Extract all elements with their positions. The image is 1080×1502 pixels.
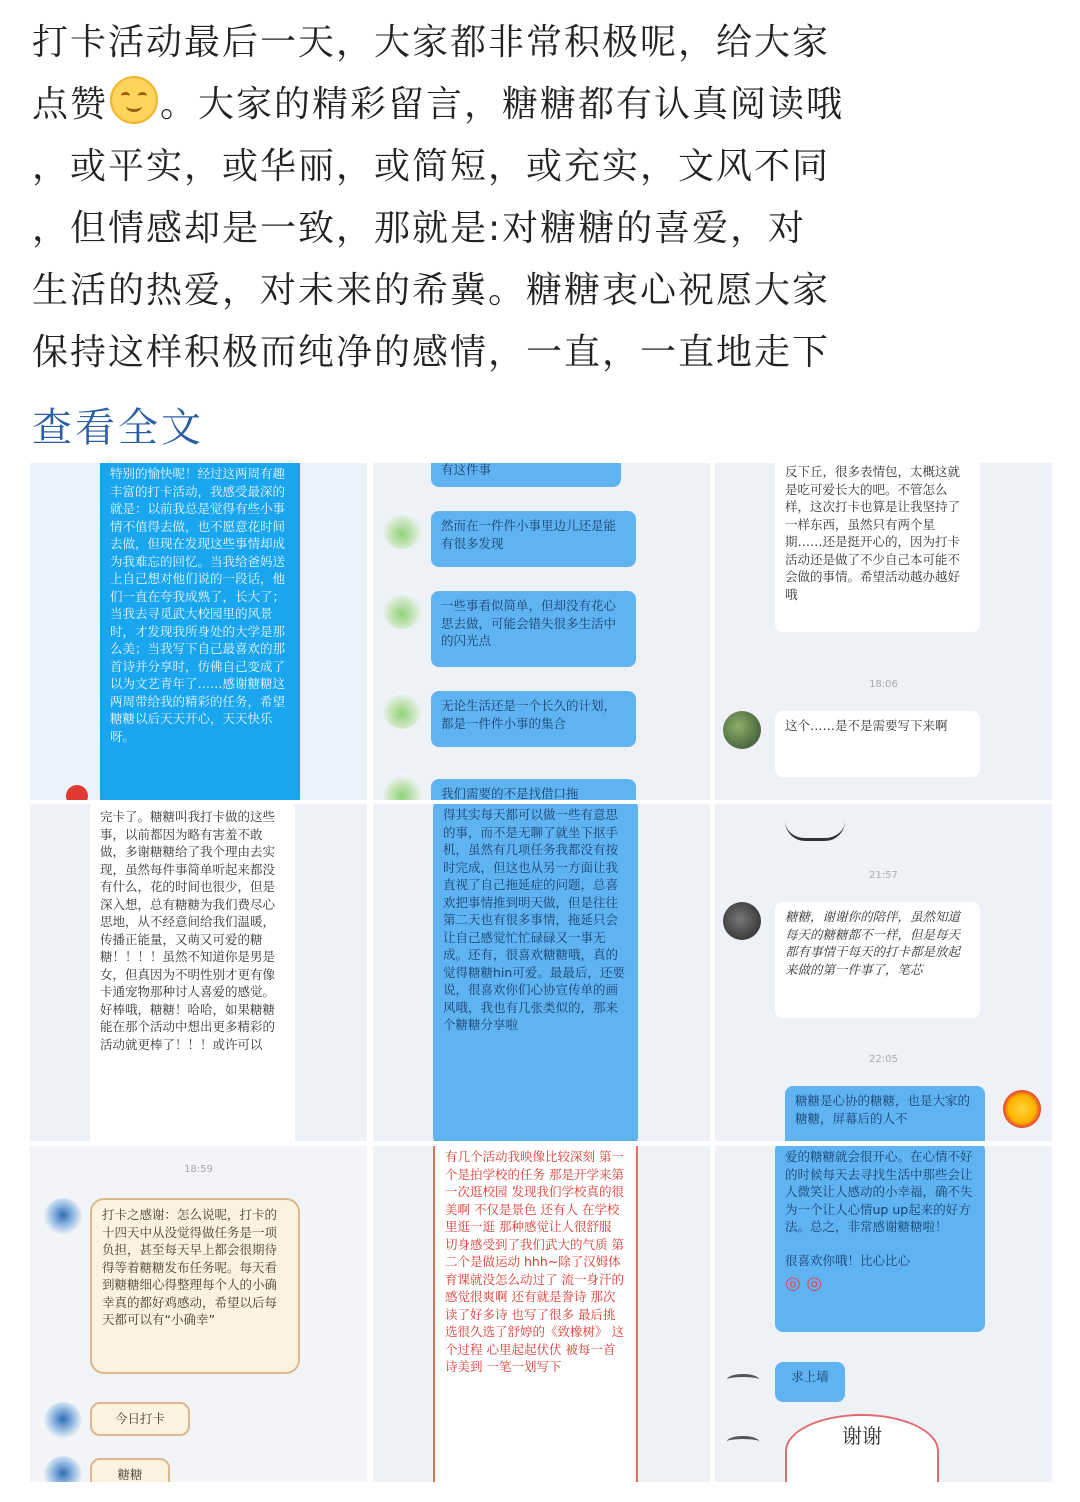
chat-bubble: [433, 804, 638, 1141]
chat-text: 特别的愉快呢！经过这两周有趣丰富的打卡活动，我感受最深的就是：以前我总是觉得有些小事情不值得去做，也不愿意花时间去做，但现在发现这些事情却成为我难忘的回忆。当我给爸妈送上自己想对他们说的一段话，他们一直在夸我成熟了，长大了；当我去寻觅武大校园里的风景时，才发现我所身处的大学是那么美；当我写下自己最喜欢的那首诗并分享时，仿佛自己变成了以为文艺青年了……感谢糖糖这两周带给我的精彩的任务，希望糖糖以后天天开心，天天快乐呀。: [110, 466, 286, 744]
chat-bubble: [775, 463, 980, 632]
chat-bubble: [433, 1146, 638, 1482]
lollipop-icons: ◎ ◎: [785, 1273, 823, 1294]
chat-bubble: [431, 591, 636, 667]
post-line: 生活的热爱，对未来的希冀。糖糖衷心祝愿大家: [32, 270, 831, 311]
chat-text-love: 很喜欢你哦！比心比心: [785, 1252, 911, 1268]
image-7[interactable]: [30, 1146, 367, 1482]
post-line-part: 点赞: [32, 84, 109, 125]
chat-bubble: [431, 463, 621, 487]
image-5[interactable]: [373, 804, 710, 1141]
sticker-icon: [785, 804, 845, 841]
chat-bubble: [431, 691, 636, 747]
image-2[interactable]: [373, 463, 710, 800]
smile-emoji-icon: [110, 76, 158, 124]
post-line: ，但情感却是一致，那就是:对糖糖的喜爱，对: [32, 208, 807, 249]
chat-bubble: [775, 1146, 985, 1332]
chat-bubble: [431, 511, 636, 567]
avatar-icon: [1003, 1090, 1041, 1128]
chat-bubble: [775, 1362, 845, 1402]
chat-text: 无论生活还是一个长久的计划，都是一件件小事的集合: [441, 698, 617, 731]
timestamp: 21:57: [869, 870, 898, 881]
image-8[interactable]: [373, 1146, 710, 1482]
chat-text: 然而在一件件小事里边儿还是能有很多发现: [441, 518, 617, 551]
avatar-icon: [383, 773, 421, 800]
post-line-part: 。大家的精彩留言，糖糖都有认真阅读哦: [160, 84, 845, 125]
chat-text: 糖糖，谢谢你的陪伴，虽然知道每天的糖糖都不一样，但是每天都有事情干每天的打卡都是放起来做的第一件事了，笔芯: [785, 909, 961, 977]
timestamp: 18:59: [184, 1164, 213, 1175]
image-6[interactable]: [715, 804, 1052, 1141]
avatar-icon: [44, 1198, 82, 1236]
chat-text: 爱的糖糖就会很开心。在心情不好的时候每天去寻找生活中那些会让人微笑让人感动的小幸福，确不失为一个让人心情up up起来的好方法。总之，非常感谢糖糖啦！: [785, 1149, 973, 1234]
post-text: [32, 12, 1052, 384]
image-3[interactable]: [715, 463, 1052, 800]
chat-text: 有几个活动我映像比较深刻 第一个是拍学校的任务 那是开学来第一次逛校园 发现我们学校真的很美啊 不仅是景色 还有人 在学校里逛一逛 那种感觉让人很舒服 切身感受到了我们武大的气质 第二个是做运动 hhh~除了汉姆体育课就没怎么动过了 流一身汗的感觉很爽啊 还有就是誊诗 那次读了好多诗 也写了很多 最后挑选很久选了舒婷的《致橡树》 这个过程 心里起起伏伏 被每一首诗美到 一笔一划写下: [445, 1149, 624, 1374]
avatar-icon: [44, 1402, 82, 1440]
avatar-icon: [383, 511, 421, 549]
view-full-text-link[interactable]: 查看全文: [32, 405, 204, 451]
avatar-icon: [44, 1456, 82, 1482]
post-line: [32, 74, 1052, 136]
avatar-icon: [723, 711, 761, 749]
chat-bubble: [90, 804, 295, 1141]
thanks-text: 谢谢: [842, 1424, 882, 1448]
chat-text: 一些事看似简单，但却没有花心思去做，可能会错失很多生活中的闪光点: [441, 598, 617, 648]
chat-bubble: [90, 1402, 190, 1436]
image-9[interactable]: [715, 1146, 1052, 1482]
chat-bubble: [90, 1198, 300, 1374]
chat-text: 我们需要的不是找借口拖: [441, 786, 579, 800]
eye-sticker-icon: [727, 1374, 759, 1385]
avatar-icon: [383, 691, 421, 729]
eye-sticker-icon: [727, 1436, 759, 1447]
chat-bubble: [785, 1086, 985, 1141]
chat-text: 这个……是不是需要写下来啊: [785, 718, 948, 733]
chat-text: 求上墙: [791, 1369, 829, 1384]
chat-bubble: [775, 711, 980, 777]
chat-text: 有这件事: [441, 463, 492, 477]
chat-text: 糖糖是心协的糖糖，也是大家的糖糖，屏幕后的人不: [795, 1093, 971, 1126]
chat-bubble: [775, 902, 980, 1018]
timestamp: 18:06: [869, 679, 898, 690]
chat-bubble: [431, 779, 636, 800]
chat-bubble: [90, 1458, 170, 1482]
avatar-icon: [383, 591, 421, 629]
post-line: 保持这样积极而纯净的感情，一直，一直地走下: [32, 332, 831, 373]
chat-text: 今日打卡: [114, 1411, 165, 1426]
chat-text: 反下丘，很多表情包，太概这就是吃可爱长大的吧。不管怎么样，这次打卡也算是让我坚持了一样东西，虽然只有两个星期……还是挺开心的，因为打卡活动还是做了不少自己本可能不会做的事情。希望活动越办越好哦: [785, 464, 961, 602]
post-line: ，或平实，或华丽，或简短，或充实，文风不同: [32, 146, 831, 187]
image-grid: [30, 463, 1051, 1482]
thanks-sticker: [785, 1414, 939, 1482]
chat-bubble: [100, 463, 300, 800]
image-4[interactable]: [30, 804, 367, 1141]
timestamp: 22:05: [869, 1054, 898, 1065]
chat-text: 打卡之感谢：怎么说呢，打卡的十四天中从没觉得做任务是一项负担，甚至每天早上都会很期待得等着糖糖发布任务呢。每天看到糖糖细心得整理每个人的小确幸真的都好鸡感动，希望以后每天都可以有“小确幸”: [102, 1207, 278, 1327]
avatar-badge: [66, 785, 88, 800]
image-1[interactable]: [30, 463, 367, 800]
chat-text: 完卡了。糖糖叫我打卡做的这些事，以前都因为略有害羞不敢做，多谢糖糖给了我个理由去实现，虽然每件事简单听起来都没有什么，花的时间也很少，但是深入想，总有糖糖为我们费尽心思地，从不经意间给我们温暖，传播正能量，又萌又可爱的糖糖！！！！虽然不知道你是男是女，但真因为不明性别才更有像卡通宠物那种讨人喜爱的感觉。好棒哦，糖糖！哈哈，如果糖糖能在那个活动中想出更多精彩的活动就更棒了！！！或许可以: [100, 809, 276, 1052]
avatar-icon: [723, 902, 761, 940]
post-line: 打卡活动最后一天，大家都非常积极呢，给大家: [32, 22, 831, 63]
chat-text: 得其实每天都可以做一些有意思的事，而不是无聊了就坐下抠手机，虽然有几项任务我都没有按时完成，但这也从另一方面让我直视了自己拖延症的问题，总喜欢把事情推到明天做，但是往往第二天也有很多事情，拖延只会让自己感觉忙忙碌碌又一事无成。还有，很喜欢糖糖哦，真的觉得糖糖hin可爱。最最后，还要说，很喜欢你们心协宣传单的画风哦，我也有几张类似的，那来个糖糖分享啦: [443, 807, 625, 1032]
chat-text: 糖糖: [117, 1467, 143, 1482]
